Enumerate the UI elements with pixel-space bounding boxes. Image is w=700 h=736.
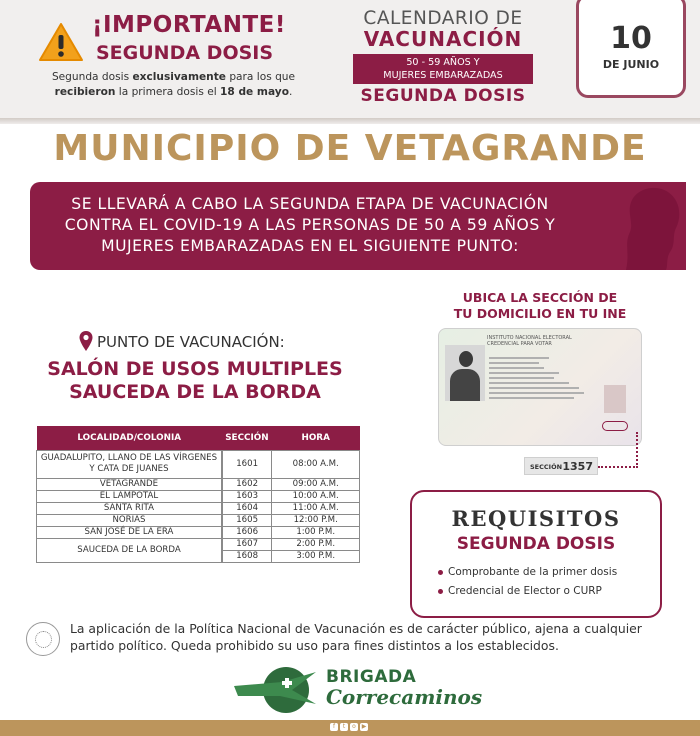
municipality-title: MUNICIPIO DE VETAGRANDE xyxy=(53,128,647,169)
calendar-title-vacunacion: VACUNACIÓN xyxy=(363,27,523,51)
section-pointer xyxy=(598,432,638,468)
cell-seccion: 1606 xyxy=(222,526,272,538)
cell-seccion: 1605 xyxy=(222,514,272,526)
col-header-localidad: LOCALIDAD/COLONIA xyxy=(37,426,222,450)
table-row xyxy=(37,478,360,490)
calendar-title-block xyxy=(348,8,538,106)
cell-seccion: 1608 xyxy=(222,550,272,562)
venue-name: SALÓN DE USOS MULTIPLES SAUCEDA DE LA BORDA xyxy=(47,358,343,403)
cell-localidad: SAUCEDA DE LA BORDA xyxy=(37,538,222,562)
cell-hora: 11:00 A.M. xyxy=(272,502,360,514)
cell-localidad: SAN JOSÉ DE LA ERA xyxy=(37,526,222,538)
brigada-logo-icon xyxy=(232,664,318,716)
table-row xyxy=(37,514,360,526)
cell-localidad: EL LAMPOTAL xyxy=(37,490,222,502)
cell-seccion: 1604 xyxy=(222,502,272,514)
cell-hora: 09:00 A.M. xyxy=(272,478,360,490)
policy-text: La aplicación de la Política Nacional de Vacunación es de carácter público, ajena a cualquier partido político. Queda prohibido su uso para fines distintos a los establecidos. xyxy=(70,621,642,653)
cell-seccion: 1607 xyxy=(222,538,272,550)
info-banner xyxy=(30,182,686,270)
vaccination-point-label: PUNTO DE VACUNACIÓN: xyxy=(97,333,285,351)
twitter-icon[interactable]: t xyxy=(340,723,348,731)
ine-photo xyxy=(445,345,485,401)
cell-localidad: NORIAS xyxy=(37,514,222,526)
warning-icon xyxy=(38,22,84,62)
schedule-table xyxy=(36,426,360,563)
ine-section-highlight xyxy=(602,421,628,431)
cell-seccion: 1601 xyxy=(222,450,272,478)
age-badge: 50 - 59 AÑOS Y MUJERES EMBARAZADAS xyxy=(353,54,533,84)
instagram-icon[interactable]: o xyxy=(350,723,358,731)
cell-localidad: GUADALUPITO, LLANO DE LAS VÍRGENES Y CATA DE JUANES xyxy=(37,450,222,478)
ine-title: UBICA LA SECCIÓN DE TU DOMICILIO EN TU INE xyxy=(453,290,627,321)
date-month: DE JUNIO xyxy=(602,58,660,71)
calendar-title: CALENDARIO DE xyxy=(363,8,523,29)
cell-hora: 1:00 P.M. xyxy=(272,526,360,538)
cell-hora: 12:00 P.M. xyxy=(272,514,360,526)
list-item: Credencial de Elector o CURP xyxy=(438,585,617,597)
facebook-icon[interactable]: f xyxy=(330,723,338,731)
brand-line-1: BRIGADA xyxy=(326,667,417,687)
brand-line-2: Correcaminos xyxy=(326,685,483,709)
table-row xyxy=(37,490,360,502)
social-icons xyxy=(330,723,368,731)
section-value: 1357 xyxy=(562,460,593,473)
cell-seccion: 1603 xyxy=(222,490,272,502)
date-card xyxy=(576,0,686,98)
requirements-title: REQUISITOS xyxy=(451,506,621,531)
ine-card-image xyxy=(438,328,642,446)
table-row xyxy=(37,538,360,550)
ine-card-lines xyxy=(489,357,589,402)
banner-text: SE LLEVARÁ A CABO LA SEGUNDA ETAPA DE VACUNACIÓN CONTRA EL COVID-19 A LAS PERSONAS DE 50 A 59 AÑOS Y MUJERES EMBARAZADAS EN EL SIGUIENTE PUNTO: xyxy=(64,195,556,255)
cell-hora: 08:00 A.M. xyxy=(272,450,360,478)
section-callout xyxy=(524,457,598,475)
header xyxy=(0,0,700,118)
cell-seccion: 1602 xyxy=(222,478,272,490)
important-subtitle: SEGUNDA DOSIS xyxy=(96,42,274,64)
requirements-box xyxy=(410,490,662,618)
cell-hora: 2:00 P.M. xyxy=(272,538,360,550)
section-label: SECCIÓN xyxy=(530,463,563,471)
important-note: Segunda dosis exclusivamente para los que recibieron la primera dosis el 18 de mayo. xyxy=(51,71,296,98)
col-header-hora: HORA xyxy=(272,426,360,450)
list-item: Comprobante de la primer dosis xyxy=(438,566,617,578)
date-day: 10 xyxy=(610,21,652,56)
cell-hora: 10:00 A.M. xyxy=(272,490,360,502)
table-row xyxy=(37,526,360,538)
table-row xyxy=(37,502,360,514)
col-header-seccion: SECCIÓN xyxy=(222,426,272,450)
cell-localidad: VETAGRANDE xyxy=(37,478,222,490)
emblem-icon xyxy=(26,622,60,656)
header-divider xyxy=(0,118,700,124)
woman-profile-icon xyxy=(596,182,686,270)
dose-title: SEGUNDA DOSIS xyxy=(360,86,526,106)
requirements-list xyxy=(438,566,617,604)
important-title: ¡IMPORTANTE! xyxy=(92,12,286,38)
cell-localidad: SANTA RITA xyxy=(37,502,222,514)
requirements-subtitle: SEGUNDA DOSIS xyxy=(456,534,616,554)
location-pin-icon xyxy=(78,330,94,352)
table-row xyxy=(37,450,360,478)
ine-small-photo xyxy=(604,385,626,413)
cell-hora: 3:00 P.M. xyxy=(272,550,360,562)
ine-card-header: INSTITUTO NACIONAL ELECTORAL CREDENCIAL PARA VOTAR xyxy=(487,335,572,347)
youtube-icon[interactable]: ▶ xyxy=(361,723,367,730)
